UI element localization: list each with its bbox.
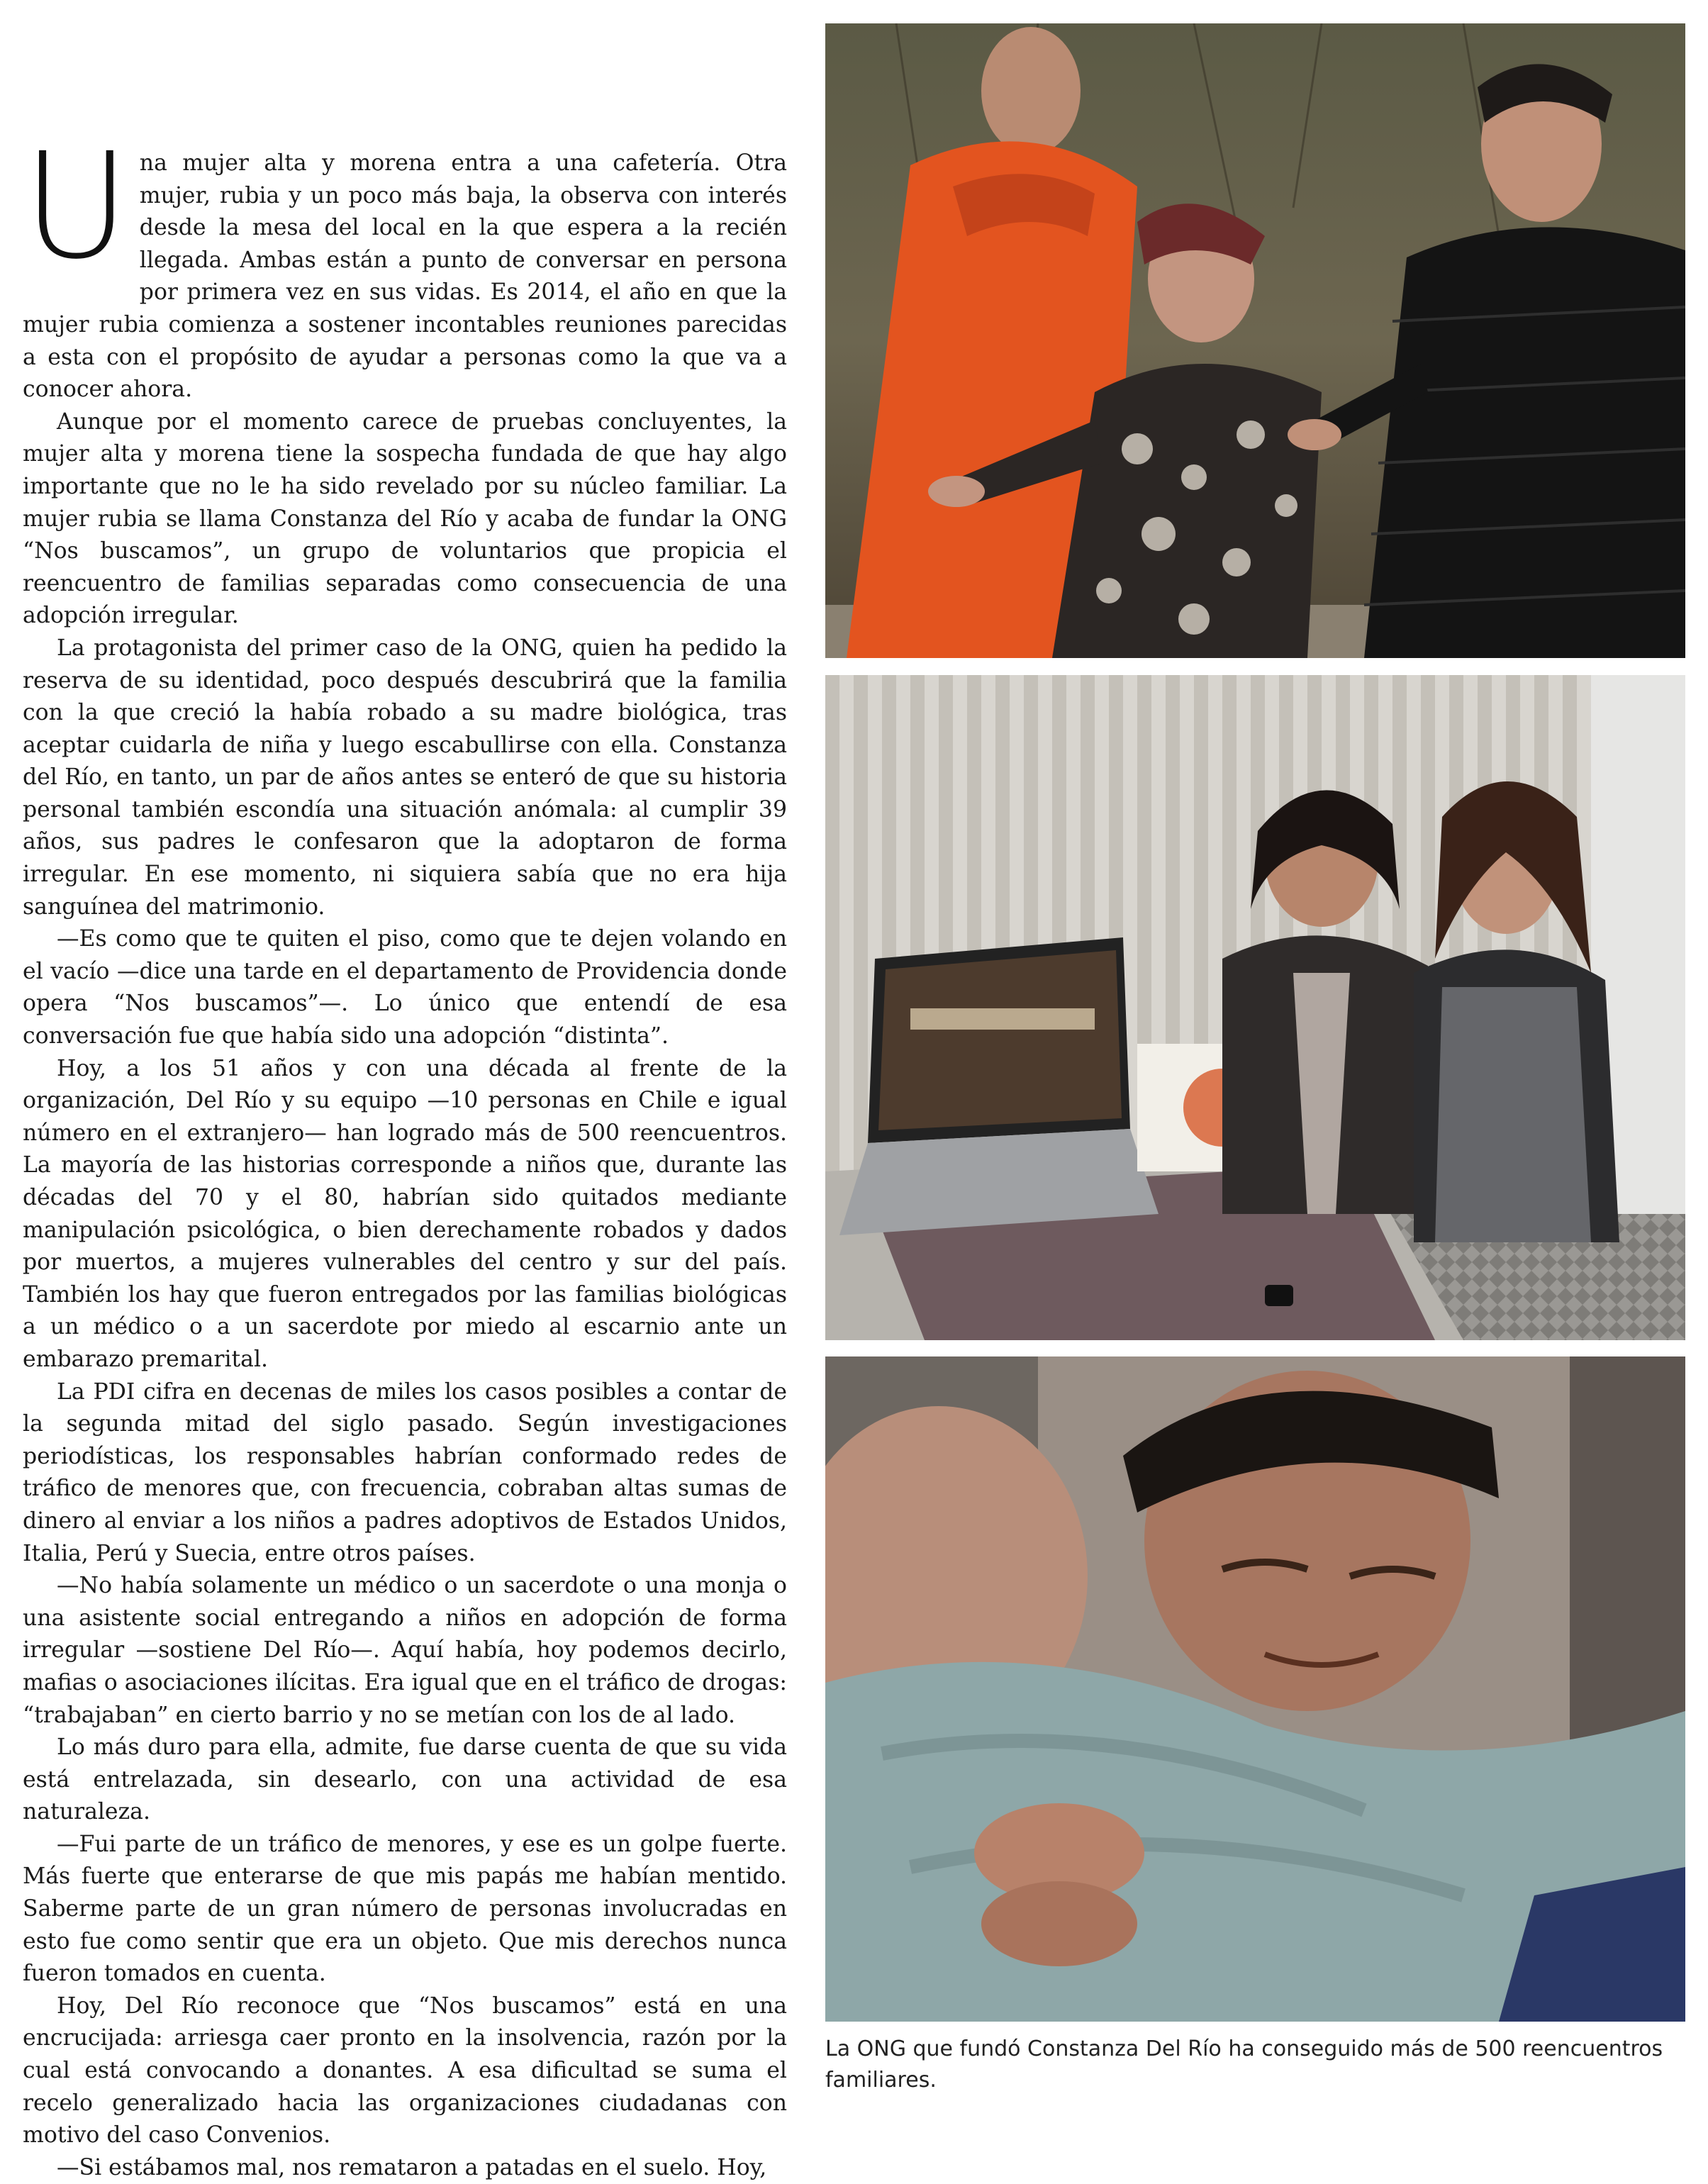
article-paragraph-5: Hoy, a los 51 años y con una década al frente de la organización, Del Río y su equipo —10 personas en Chile e igual número en el extranjero— han logrado más de 500 reencuentros. La mayoría de las historias corresponde a niños que, durante las décadas del 70 y el 80, habrían sido quitados mediante manipulación psicológica, o bien derechamente robados y dados por muertos, a mujeres vulnerables del centro y sur del país. También los hay que fueron entregados por las familias biológicas a un médico o a un sacerdote por miedo al escarnio ante un embarazo premarital. — [23, 1055, 787, 1372]
photo-women-in-van — [825, 675, 1685, 1340]
article-paragraph-7: —No había solamente un médico o un sacerdote o una monja o una asistente social entregando a niños en adopción de forma irregular —sostiene Del Río—. Aquí había, hoy podemos decirlo, mafias o asociaciones ilícitas. Era igual que en el tráfico de drogas: “trabajaban” en cierto barrio y no se metían con los de al lado. — [23, 1573, 787, 1728]
photo-caption: La ONG que fundó Constanza Del Río ha conseguido más de 500 reencuentros familiares. — [825, 2037, 1663, 2093]
article-paragraph-1 — [23, 121, 787, 406]
drop-cap: U — [23, 121, 130, 291]
article-paragraph-9: —Fui parte de un tráfico de menores, y ese es un golpe fuerte. Más fuerte que enterarse de que mis papás me habían mentido. Saberme parte de un gran número de personas involucradas en esto fue como sentir que era un objeto. Que mis derechos nunca fueron tomados en cuenta. — [23, 1831, 787, 1987]
article-paragraph-8: Lo más duro para ella, admite, fue darse cuenta de que su vida está entrelazada, sin desearlo, con una actividad de esa naturaleza. — [23, 1734, 787, 1825]
article-paragraph-10: Hoy, Del Río reconoce que “Nos buscamos” está en una encrucijada: arriesga caer pronto en la insolvencia, razón por la cual está convocando a donantes. A esa dificultad se suma el recelo generalizado hacia las organizaciones ciudadanas con motivo del caso Convenios. — [23, 1993, 787, 2149]
article-paragraph-3: La protagonista del primer caso de la ONG, quien ha pedido la reserva de su identidad, poco después descubrirá que la familia con la que creció la había robado a su madre biológica, tras aceptar cuidarla de niña y luego escabullirse con ella. Constanza del Río, en tanto, un par de años antes se enteró de que su historia personal también escondía una situación anómala: al cumplir 39 años, sus padres le confesaron que la adoptaron de forma irregular. En ese momento, ni siquiera sabía que no era hija sanguínea del matrimonio. — [23, 635, 787, 920]
paragraph-1-text: na mujer alta y morena entra a una cafetería. Otra mujer, rubia y un poco más baja, la observa con interés desde la mesa del local en la que espera a la recién llegada. Ambas están a punto de conversar en persona por primera vez en sus vidas. Es 2014, el año en que la mujer rubia comienza a sostener incontables reuniones parecidas a esta con el propósito de ayudar a personas como la que va a conocer ahora. — [23, 150, 787, 403]
photo-outdoor-reunion — [825, 23, 1685, 658]
article-paragraph-2: Aunque por el momento carece de pruebas concluyentes, la mujer alta y morena tiene la sospecha fundada de que hay algo importante que no le ha sido revelado por su núcleo familiar. La mujer rubia se llama Constanza del Río y acaba de fundar la ONG “Nos buscamos”, un grupo de voluntarios que propicia el reencuentro de familias separadas como consecuencia de una adopción irregular. — [23, 408, 787, 629]
article-paragraph-11: —Si estábamos mal, nos remataron a patadas en el suelo. Hoy, — [57, 2154, 767, 2180]
article-paragraph-6: La PDI cifra en decenas de miles los casos posibles a contar de la segunda mitad del siglo pasado. Según investigaciones periodísticas, los responsables habrían conformado redes de tráfico de menores que, con frecuencia, cobraban altas sumas de dinero al enviar a los niños a padres adoptivos de Estados Unidos, Italia, Perú y Suecia, entre otros países. — [23, 1378, 787, 1566]
article-paragraph-4: —Es como que te quiten el piso, como que te dejen volando en el vacío —dice una tarde en el departamento de Providencia donde opera “Nos buscamos”—. Lo único que entendí de esa conversación fue que había sido una adopción “distinta”. — [23, 926, 787, 1049]
photo-men-embracing — [825, 1356, 1685, 2022]
article-body — [23, 121, 787, 2184]
